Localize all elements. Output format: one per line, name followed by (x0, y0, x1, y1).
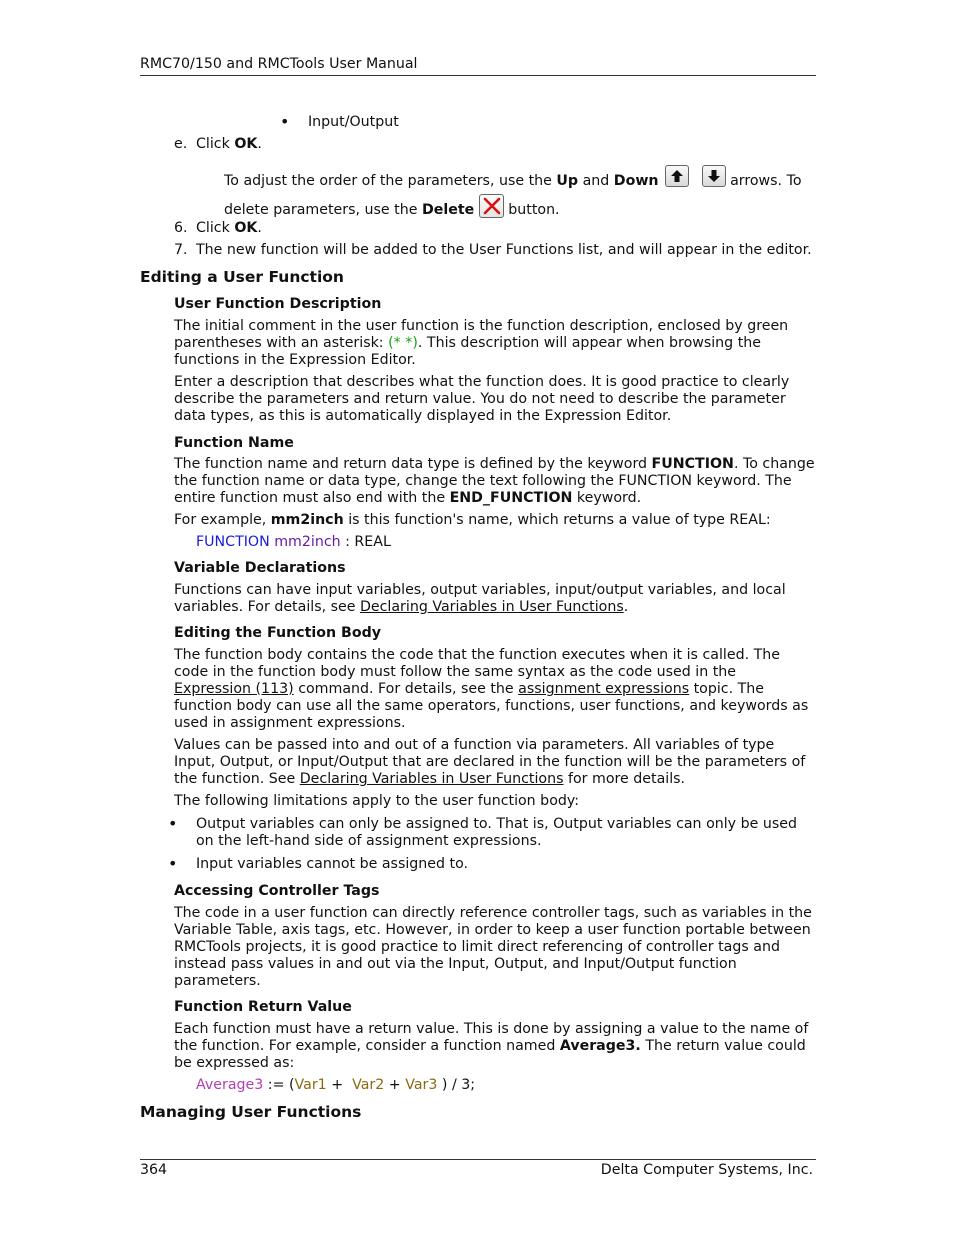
page-number: 364 (140, 1162, 168, 1178)
step-7-marker: 7. (174, 242, 188, 258)
delete-x-icon (483, 197, 501, 215)
function-body-paragraph-1: The function body contains the code that the function executes when it is called. The code in the function body must follow the same syntax as the code used in the Expression (113) command. For details, see the assignment expressions topic. The function body can use all the same operators, functions, user functions, and keywords as used in assignment expressions. (174, 647, 809, 731)
controller-tags-paragraph: The code in a user function can directly reference controller tags, such as variables in the Variable Table, axis tags, etc. However, in order to keep a user function portable between RMCTools projects, it is good practice to limit direct referencing of controller tags and instead pass values in and out via the Input, Output, and Input/Output function parameters. (174, 905, 812, 989)
function-body-paragraph-2: Values can be passed into and out of a function via parameters. All variables of type Input, Output, or Input/Output that are declared in the function will be the parameters of the function. See Declaring Variables in User Functions for more details. (174, 737, 806, 787)
section-heading-editing: Editing a User Function (140, 268, 344, 286)
function-body-paragraph-3: The following limitations apply to the user function body: (174, 793, 580, 809)
step-e-marker: e. (174, 136, 188, 152)
footer-rule (140, 1159, 816, 1160)
subheading-variable-declarations: Variable Declarations (174, 560, 346, 576)
up-arrow-button (665, 165, 689, 187)
bullet-marker: • (280, 112, 290, 131)
down-arrow-button (702, 165, 726, 187)
function-name-paragraph-1: The function name and return data type is defined by the keyword FUNCTION. To change the function name or data type, change the text following the FUNCTION keyword. The entire function must also end with the END_FUNCTION keyword. (174, 456, 815, 506)
description-paragraph-1: The initial comment in the user function is the function description, enclosed by green parentheses with an asterisk: (* *). This description will appear when browsing the functions in the Expression Editor. (174, 318, 789, 368)
subheading-controller-tags: Accessing Controller Tags (174, 883, 380, 899)
link-declaring-variables[interactable]: Declaring Variables in User Functions (359, 599, 624, 615)
adjust-order-text: To adjust the order of the parameters, use the Up and Down arrows. To (224, 170, 802, 192)
down-arrow-icon (707, 169, 721, 183)
bullet-marker: • (168, 854, 178, 873)
description-paragraph-2: Enter a description that describes what the function does. It is good practice to clearly describe the parameters and return value. You do not need to describe the parameter data types, as this is automatically displayed in the Expression Editor. (174, 374, 790, 424)
step-7: The new function will be added to the User Functions list, and will appear in the editor. (196, 242, 812, 258)
subheading-return-value: Function Return Value (174, 999, 352, 1015)
limitation-bullet-1: Output variables can only be assigned to. That is, Output variables can only be used on the left-hand side of assignment expressions. (196, 816, 797, 849)
return-value-paragraph: Each function must have a return value. This is done by assigning a value to the name of the function. For example, consider a function named Average3. The return value could be expressed as: (174, 1021, 809, 1071)
link-declaring-variables-2[interactable]: Declaring Variables in User Functions (299, 771, 564, 787)
limitation-bullet-2: Input variables cannot be assigned to. (196, 856, 469, 872)
subheading-function-name: Function Name (174, 435, 294, 451)
footer-company: Delta Computer Systems, Inc. (600, 1162, 813, 1178)
step-6-marker: 6. (174, 220, 188, 236)
up-arrow-icon (670, 169, 684, 183)
subheading-function-body: Editing the Function Body (174, 625, 381, 641)
function-name-paragraph-2: For example, mm2inch is this function's name, which returns a value of type REAL: (174, 512, 771, 528)
header-rule (140, 75, 816, 76)
section-heading-managing: Managing User Functions (140, 1103, 362, 1121)
delete-params-text: delete parameters, use the Delete button. (224, 198, 560, 222)
step-e: Click OK. (196, 136, 262, 152)
code-example-mm2inch: FUNCTION mm2inch : REAL (196, 534, 391, 550)
link-expression[interactable]: Expression (113) (174, 681, 294, 697)
header-title: RMC70/150 and RMCTools User Manual (140, 56, 418, 72)
bullet-marker: • (168, 814, 178, 833)
step-6: Click OK. (196, 220, 262, 236)
variable-declarations-paragraph: Functions can have input variables, output variables, input/output variables, and local variables. For details, see Declaring Variables in User Functions. (174, 582, 786, 615)
delete-button (479, 194, 504, 218)
subheading-description: User Function Description (174, 296, 382, 312)
code-example-average3: Average3 := (Var1 + Var2 + Var3 ) / 3; (196, 1077, 476, 1093)
link-assignment-expressions[interactable]: assignment expressions (518, 681, 690, 697)
bullet-input-output: Input/Output (308, 114, 399, 130)
